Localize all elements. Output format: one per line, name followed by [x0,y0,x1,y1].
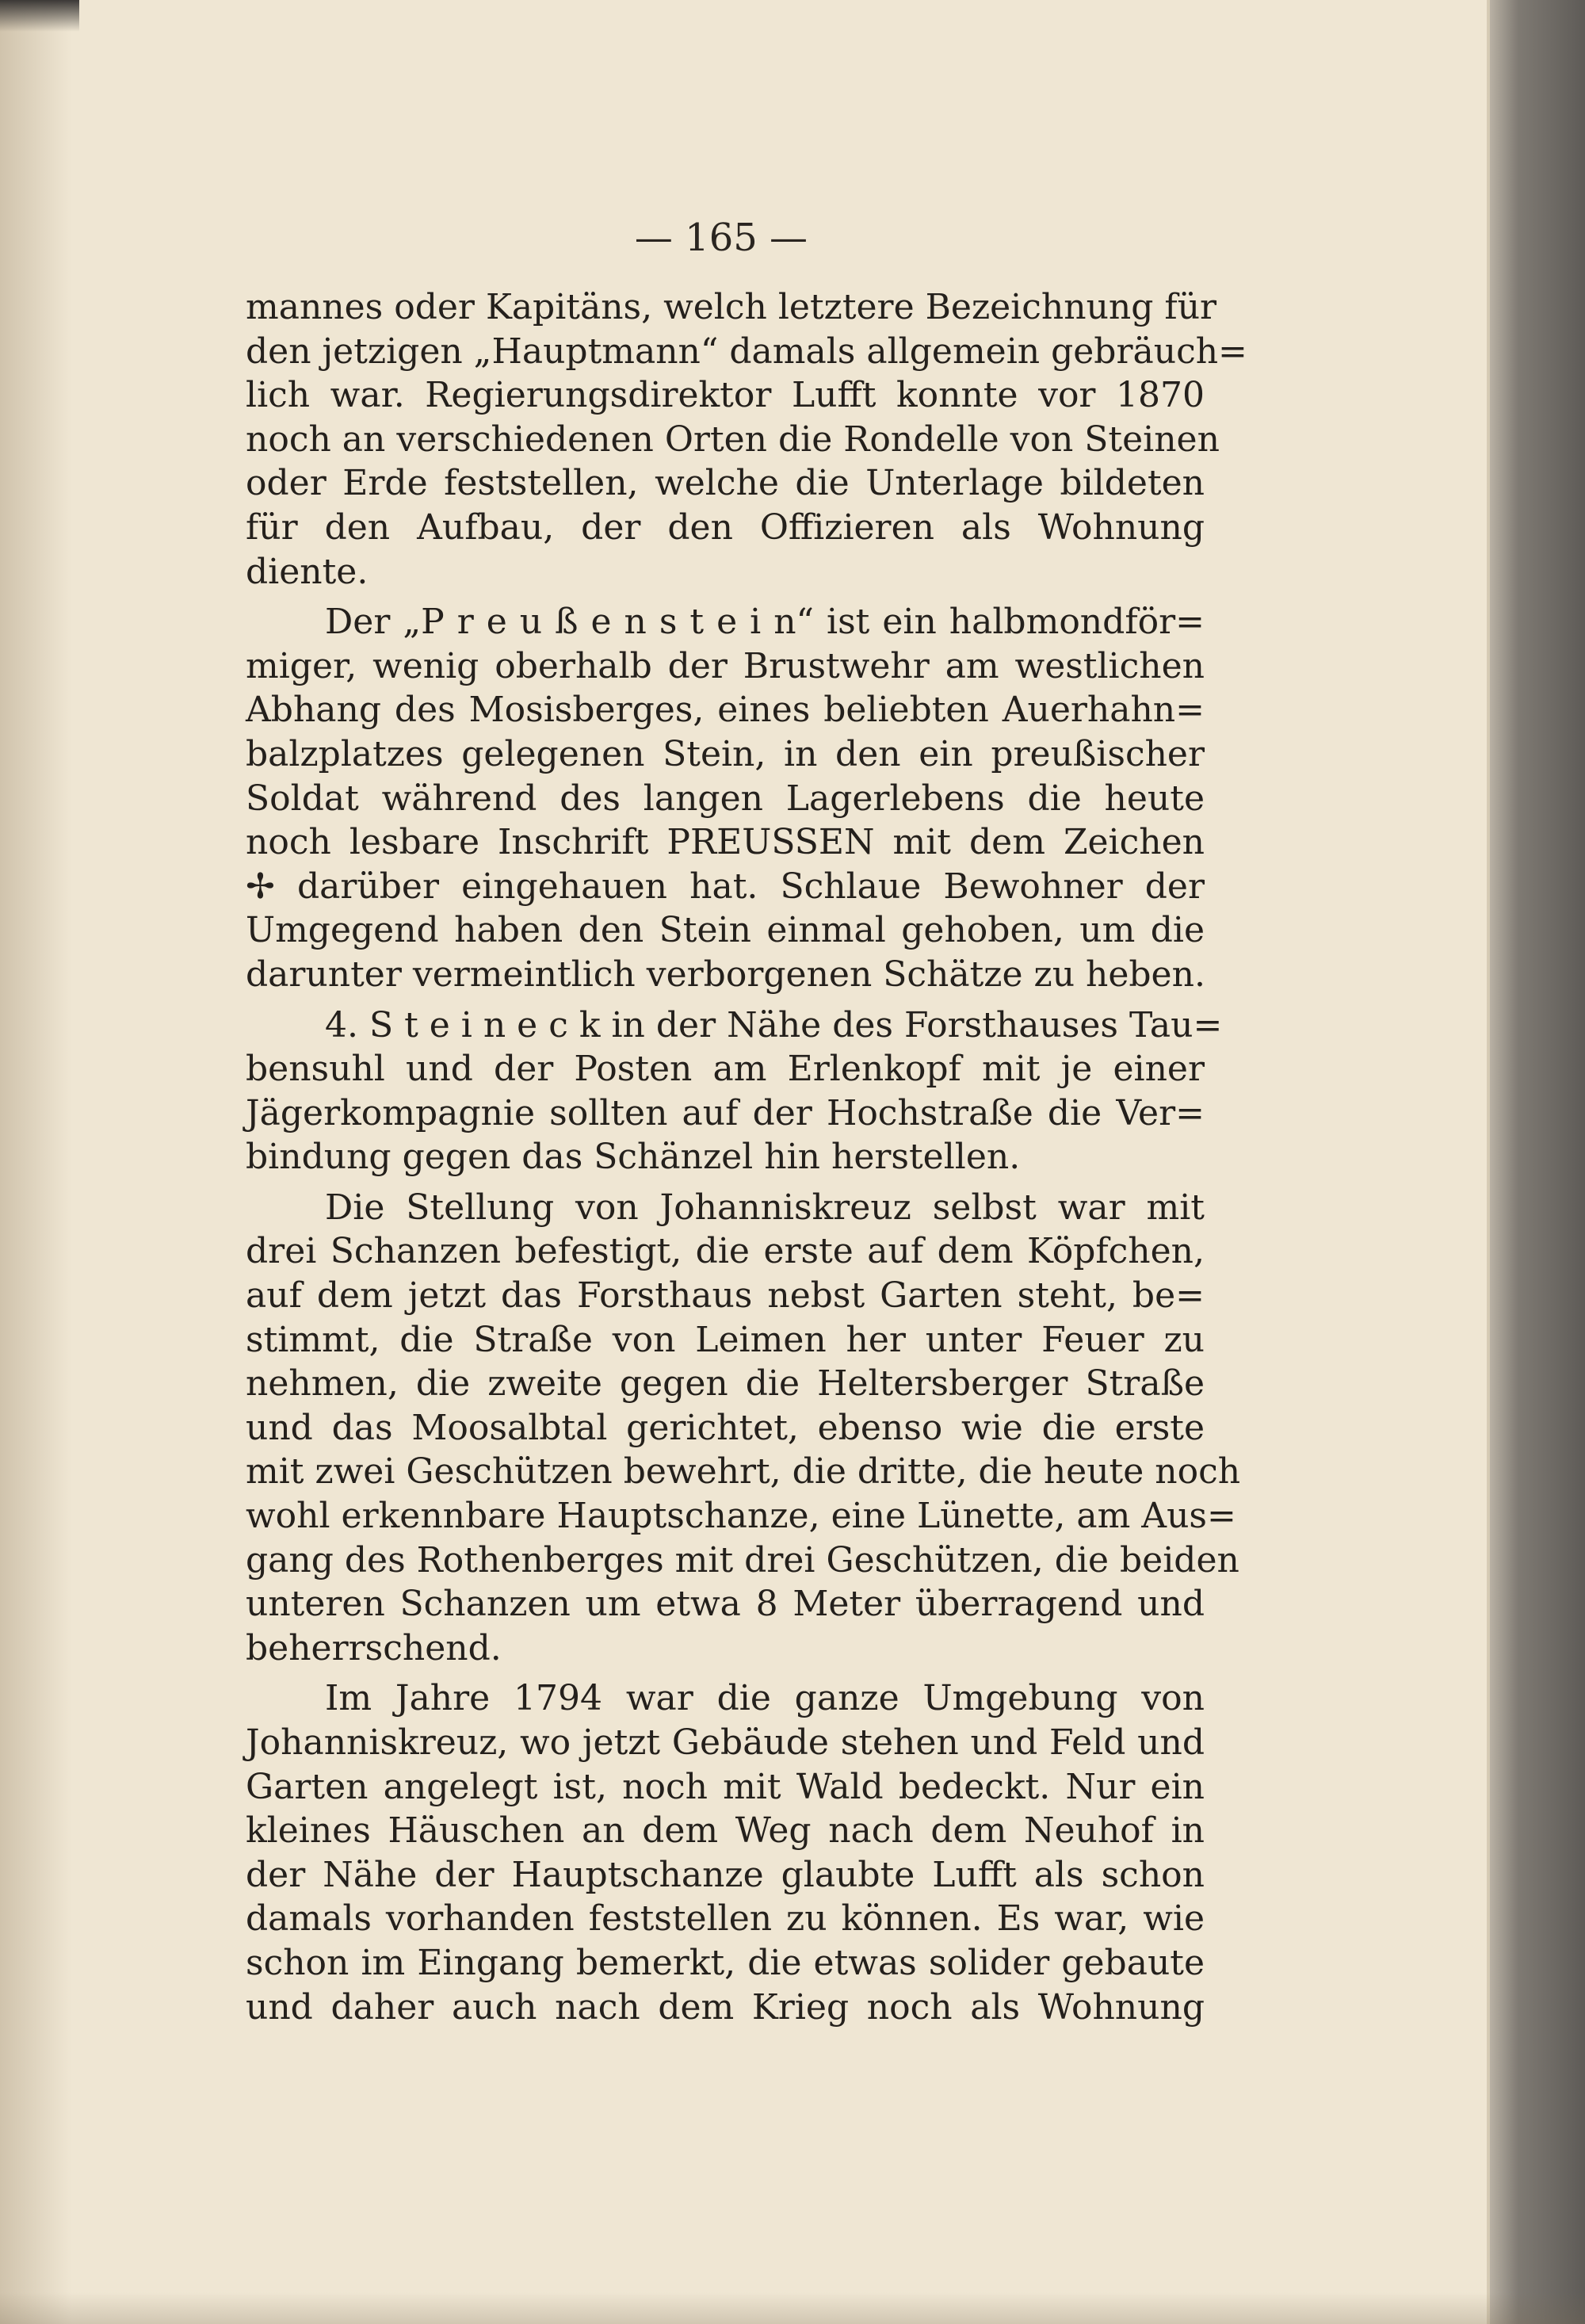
text-line: unteren Schanzen um etwa 8 Meter überragend und [246,1584,1205,1625]
text-line: darunter vermeintlich verborgenen Schätze zu heben. [246,954,1205,995]
text-line: Umgegend haben den Stein einmal gehoben, um die [246,910,1205,951]
text-line: drei Schanzen befestigt, die erste auf dem Köpfchen, [246,1231,1205,1272]
page-number: — 165 — [634,216,808,260]
text-line: wohl erkennbare Hauptschanze, eine Lünette, am Aus= [246,1496,1236,1537]
text-line: den jetzigen „Hauptmann“ damals allgemein gebräuch= [246,331,1247,372]
text-line: kleines Häuschen an dem Weg nach dem Neuhof in [246,1810,1205,1852]
text-line: ✢ darüber eingehauen hat. Schlaue Bewohner der [246,866,1205,907]
spine-shadow [0,0,71,2324]
text-line: Im Jahre 1794 war die ganze Umgebung von [325,1678,1205,1719]
body-text [246,285,1247,2029]
text-line: für den Aufbau, der den Offizieren als Wohnung [246,506,1205,548]
text-line: bensuhl und der Posten am Erlenkopf mit je einer [246,1049,1205,1090]
text-line: gang des Rothenberges mit drei Geschützen, die beiden [246,1539,1239,1581]
text-line: Abhang des Mosisberges, eines beliebten Auerhahn= [246,690,1205,731]
text-line: noch lesbare Inschrift PREUSSEN mit dem Zeichen [246,822,1205,863]
text-line: beherrschend. [246,1627,502,1668]
text-line: 4. S t e i n e c k in der Nähe des Forsthauses Tau= [325,1004,1223,1045]
text-line: mit zwei Geschützen bewehrt, die dritte, die heute noch [246,1451,1241,1493]
book-cover-board [1490,0,1585,2324]
text-line: Der „P r e u ß e n s t e i n“ ist ein halbmondför= [325,602,1205,643]
text-line: nehmen, die zweite gegen die Heltersberger Straße [246,1363,1205,1405]
text-line: mannes oder Kapitäns, welch letztere Bezeichnung für [246,287,1217,327]
text-line: balzplatzes gelegenen Stein, in den ein preußischer [246,733,1205,774]
text-line: und daher auch nach dem Krieg noch als Wohnung [246,1986,1205,2028]
text-line: oder Erde feststellen, welche die Unterlage bildeten [246,463,1205,504]
text-line: damals vorhanden feststellen zu können. Es war, wie [246,1898,1205,1940]
text-line: und das Moosalbtal gerichtet, ebenso wie die erste [246,1407,1205,1448]
text-line: Soldat während des langen Lagerlebens die heute [246,778,1205,819]
text-line: Jägerkompagnie sollten auf der Hochstraße die Ver= [246,1092,1205,1133]
bottom-shade [0,2292,1585,2324]
text-line: lich war. Regierungsdirektor Lufft konnte vor 1870 [246,375,1205,416]
text-line: bindung gegen das Schänzel hin herstellen. [246,1137,1021,1178]
text-line: Die Stellung von Johanniskreuz selbst war mit [325,1187,1205,1228]
text-line: der Nähe der Hauptschanze glaubte Lufft als schon [246,1854,1205,1895]
text-line: schon im Eingang bemerkt, die etwas solider gebaute [246,1942,1205,1983]
text-line: Johanniskreuz, wo jetzt Gebäude stehen und Feld und [246,1722,1205,1763]
text-line: miger, wenig oberhalb der Brustwehr am westlichen [246,645,1205,686]
text-line: diente. [246,551,369,592]
top-corner-shadow [0,0,79,32]
text-line: auf dem jetzt das Forsthaus nebst Garten steht, be= [246,1275,1205,1317]
text-line: noch an verschiedenen Orten die Rondelle von Steinen [246,419,1220,460]
text-line: stimmt, die Straße von Leimen her unter Feuer zu [246,1319,1205,1360]
text-line: Garten angelegt ist, noch mit Wald bedeckt. Nur ein [246,1766,1205,1807]
